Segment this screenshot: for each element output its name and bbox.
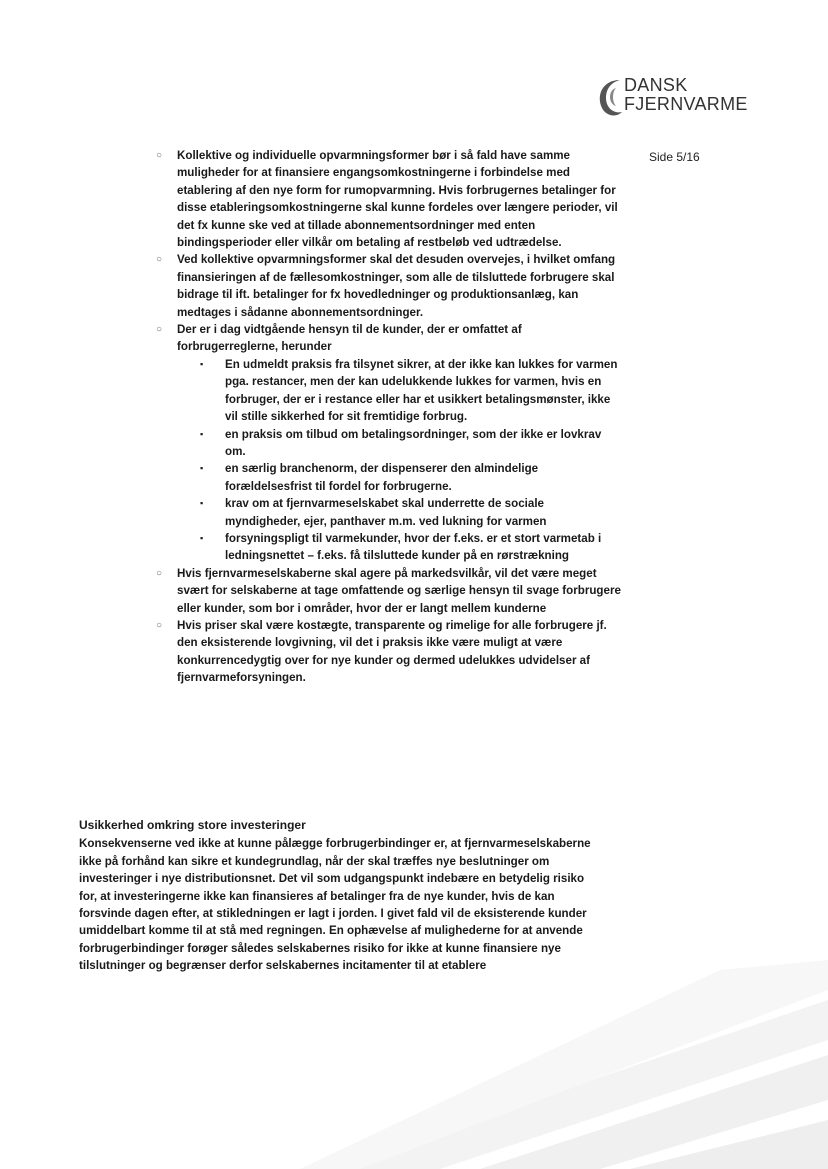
- sub-bullet-list: [152, 356, 622, 565]
- list-item: [152, 617, 622, 687]
- sub-list-item-text: krav om at fjernvarmeselskabet skal underrette de sociale myndigheder, ejer, panthaver m.m. ved lukning for varmen: [225, 497, 547, 528]
- sub-list-item: [200, 460, 622, 495]
- square-bullet-icon: ▪: [200, 463, 204, 474]
- list-item-text: Der er i dag vidtgående hensyn til de kunder, der er omfattet af forbrugerreglerne, herunder: [177, 323, 522, 354]
- sub-list-item: [200, 356, 622, 426]
- logo-swirl-icon: [594, 74, 628, 120]
- decorative-watermark: [300, 960, 828, 1169]
- sub-list-item: [200, 530, 622, 565]
- list-item-text: Kollektive og individuelle opvarmningsformer bør i så fald have samme muligheder for at finansiere engangsomkostningerne i forbindelse med etablering af den nye form for rumopvarmning. Hvis forbrugernes betalinger for disse etableringsomkostningerne skal kunne fordeles over længere perioder, vil det fx kunne ske ved at tillade abonnementsordninger med enten bindingsperioder eller vilkår om betaling af restbeløb ved udtrædelse.: [177, 149, 618, 250]
- square-bullet-icon: ▪: [200, 498, 204, 509]
- square-bullet-icon: ▪: [200, 428, 204, 439]
- list-item-text: Hvis fjernvarmeselskaberne skal agere på markedsvilkår, vil det være meget svært for selskaberne at tage omfattende og særlige hensyn til svage forbrugere eller kunder, som bor i områder, hvor der er langt mellem kunderne: [177, 566, 621, 615]
- logo-line-1: DANSK: [624, 75, 688, 95]
- sub-list-item: [200, 426, 622, 461]
- page-number: Side 5/16: [649, 150, 700, 164]
- circle-bullet-icon: ○: [156, 567, 163, 579]
- list-item-text: Ved kollektive opvarmningsformer skal det desuden overvejes, i hvilket omfang finansieringen af de fællesomkostninger, som alle de tilsluttede forbrugere skal bidrage til ift. betalinger for fx hovedledninger og produktionsanlæg, kan medtages i sådanne abonnementsordninger.: [177, 253, 616, 319]
- section-paragraph: Konsekvenserne ved ikke at kunne pålægge forbrugerbindinger er, at fjernvarmeselskaberne ikke på forhånd kan sikre et kundegrundlag, når der skal træffes nye beslutninger om investeringer i nye distributionsnet. Det vil som udgangspunkt indebære en betydelig risiko for, at investeringerne ikke kan finansieres af betalinger fra de nye kunder, hvis de kan forsvinde dagen efter, at stikledningen er lagt i jorden. I givet fald vil de eksisterende kunder umiddelbart komme til at stå med regningen. En ophævelse af mulighederne for at anvende forbrugerbindinger forøger således selskabernes risiko for ikke at kunne finansiere nye tilslutninger og begrænser derfor selskabernes incitamenter til at etablere: [79, 837, 591, 973]
- circle-bullet-icon: ○: [156, 150, 163, 161]
- list-item: [152, 147, 622, 251]
- list-item: [152, 321, 622, 356]
- sub-list-item: [200, 495, 622, 530]
- circle-bullet-icon: ○: [156, 619, 163, 631]
- square-bullet-icon: ▪: [200, 358, 204, 369]
- bullet-list: [152, 147, 622, 356]
- circle-bullet-icon: ○: [156, 254, 163, 266]
- sub-list-item-text: forsyningspligt til varmekunder, hvor der f.eks. er et stort varmetab i ledningsnettet – f.eks. få tilsluttede kunder på en rørstrækning: [225, 531, 602, 563]
- bullet-list-continued: [152, 565, 622, 687]
- document-body: [152, 147, 622, 687]
- sub-list-item-text: en særlig branchenorm, der dispenserer den almindelige forældelsesfrist til fordel for forbrugerne.: [225, 462, 539, 493]
- list-item-text: Hvis priser skal være kostægte, transparente og rimelige for alle forbrugere jf. den eksisterende lovgivning, vil det i praksis ikke være muligt at være konkurrencedygtig over for nye kunder og dermed udelukkes udvidelser af fjernvarmeforsyningen.: [177, 618, 607, 685]
- logo-wordmark: [624, 76, 748, 114]
- list-item: [152, 251, 622, 321]
- circle-bullet-icon: ○: [156, 324, 163, 336]
- company-logo: [594, 74, 764, 120]
- logo-line-2: FJERNVARME: [624, 94, 748, 114]
- sub-list-item-text: En udmeldt praksis fra tilsynet sikrer, at der ikke kan lukkes for varmen pga. restancer, men der kan udelukkende lukkes for varmen, hvis en forbruger, der er i restance eller har et usikkert betalingsmønster, ikke vil stille sikkerhed for sit fremtidige forbrug.: [225, 357, 618, 424]
- list-item: [152, 565, 622, 617]
- sub-list-item-text: en praksis om tilbud om betalingsordninger, som der ikke er lovkrav om.: [225, 427, 602, 458]
- square-bullet-icon: ▪: [200, 532, 204, 543]
- section-heading: Usikkerhed omkring store investeringer: [79, 818, 306, 832]
- section-investments: [79, 817, 601, 975]
